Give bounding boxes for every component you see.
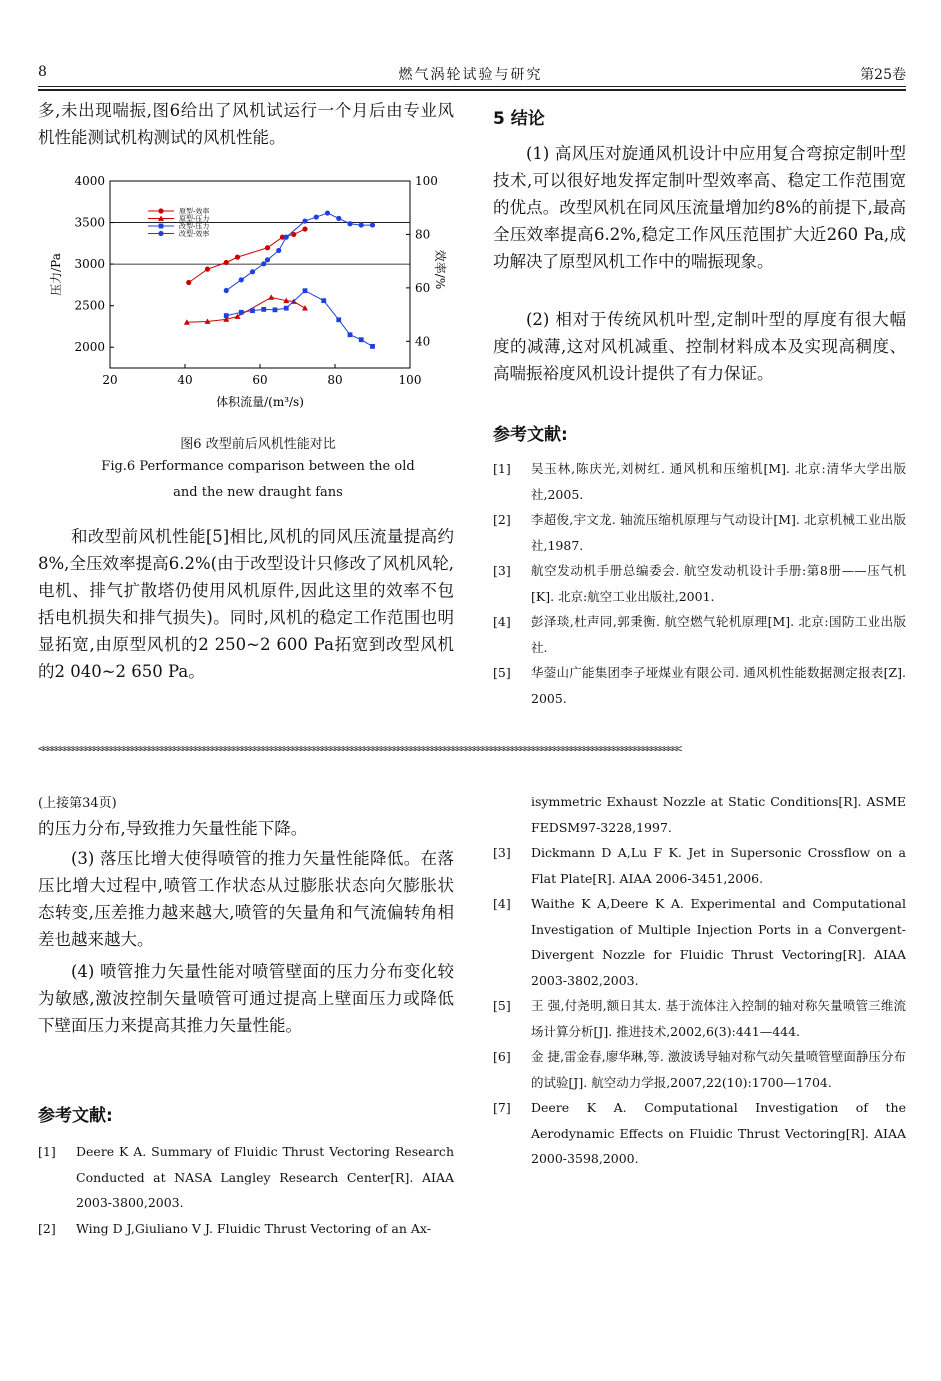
reference-item: [5] 王 强,付尧明,额日其太. 基于流体注入控制的轴对称矢量喷管三维流场计算分析[J]. 推进技术,2002,6(3):441—444.: [493, 998, 906, 1039]
y2-tick-label: 100: [415, 174, 438, 188]
data-point: [370, 222, 375, 227]
data-point: [314, 214, 319, 219]
page-number: 8: [38, 64, 47, 80]
data-point: [158, 231, 163, 236]
y2-axis-label: 效率/%: [433, 249, 447, 290]
plot-frame: [110, 181, 410, 368]
reference-item: [5] 华蓥山广能集团李子垭煤业有限公司. 通风机性能数据测定报表[Z]. 2005.: [493, 665, 906, 706]
data-point: [273, 307, 278, 312]
data-point: [159, 224, 164, 229]
data-point: [302, 218, 307, 223]
section-divider-arrows: <<<<<<<<<<<<<<<<<<<<<<<<<<<<<<<<<<<<<<<<<<<<<<<<<<<<<<<<<<<<<<<<<<<<<<<<<<<<<<<<<<<<<<<<<<<<<<<<<<<<<<<<<<<<<<<<<<<<<<<<<<<<<<<<<<<<<<<<<<<<<<<<<<<<<<<<: [38, 745, 680, 753]
data-point: [303, 288, 308, 293]
data-point: [284, 306, 289, 311]
y-tick-label: 2000: [74, 340, 105, 355]
data-point: [250, 269, 255, 274]
data-point: [265, 245, 270, 250]
data-point: [205, 267, 210, 272]
data-point: [321, 298, 326, 303]
x-axis-label: 体积流量/(m³/s): [216, 395, 304, 409]
y2-tick-label: 60: [415, 280, 431, 295]
header-rule-thick: [38, 89, 906, 91]
reference-item: [2] Wing D J,Giuliano V J. Fluidic Thrust Vectoring of an Ax-: [38, 1220, 431, 1236]
x-tick-label: 100: [398, 373, 422, 387]
reference-item: [3] Dickmann D A,Lu F K. Jet in Supersonic Crossflow on a Flat Plate[R]. AIAA 2006-3451,2006.: [493, 845, 906, 886]
data-point: [325, 210, 330, 215]
data-point: [224, 313, 229, 318]
reference-item: [4] 彭泽琰,杜声同,郭秉衡. 航空燃气轮机原理[M]. 北京:国防工业出版社.: [493, 614, 906, 655]
data-point: [224, 260, 229, 265]
data-point: [276, 248, 281, 253]
data-point: [359, 337, 364, 342]
data-point: [265, 257, 270, 262]
y-axis-label: 压力/Pa: [49, 253, 63, 296]
reference-item: [1] 吴玉林,陈庆光,刘树红. 通风机和压缩机[M]. 北京:清华大学出版社,2005.: [493, 461, 906, 502]
x-tick-label: 80: [327, 373, 343, 387]
data-point: [239, 277, 244, 282]
data-point: [302, 305, 308, 310]
data-point: [239, 310, 244, 315]
conclusion-item-3: (3) 落压比增大使得喷管的推力矢量性能降低。在落压比增大过程中,喷管工作状态从过膨胀状态向欠膨胀状态转变,压差推力越来越大,喷管的矢量角和气流偏转角相差也越来越大。: [38, 849, 454, 949]
legend-label: 改型-压力: [179, 222, 210, 231]
y-tick-label: 4000: [74, 174, 105, 188]
y-tick-label: 3500: [74, 215, 105, 230]
figure-caption-cn: 图6 改型前后风机性能对比: [180, 437, 336, 452]
y-tick-label: 2500: [74, 298, 105, 313]
data-point: [224, 288, 229, 293]
reference-item: [6] 金 捷,雷金春,廖华琳,等. 激波诱导轴对称气动矢量喷管壁面静压分布的试验[J]. 航空动力学报,2007,22(10):1700—1704.: [493, 1049, 906, 1090]
reference-item: [3] 航空发动机手册总编委会. 航空发动机设计手册:第8册——压气机[K]. 北京:航空工业出版社,2001.: [493, 563, 906, 604]
volume-label: 第25卷: [860, 67, 906, 83]
data-point: [302, 226, 307, 231]
data-point: [261, 261, 266, 266]
data-point: [268, 294, 274, 299]
reference-item: [2] 李超俊,宇文龙. 轴流压缩机原理与气动设计[M]. 北京机械工业出版社,1987.: [493, 512, 906, 553]
y2-tick-label: 40: [415, 334, 431, 349]
x-tick-label: 40: [177, 373, 193, 387]
reference-list-bottom-left: [38, 1139, 454, 1241]
data-point: [186, 280, 191, 285]
reference-list-bottom-right: [493, 789, 906, 1172]
data-point: [336, 216, 341, 221]
figure-caption-en-line1: Fig.6 Performance comparison between the old: [101, 459, 415, 474]
reference-item: isymmetric Exhaust Nozzle at Static Conditions[R]. ASME FEDSM97-3228,1997.: [531, 794, 906, 835]
data-point: [261, 307, 266, 312]
continued-note: (上接第34页): [38, 796, 117, 811]
journal-title: 燃气涡轮试验与研究: [398, 67, 543, 83]
series-line: [226, 291, 372, 347]
reference-item: [7] Deere K A. Computational Investigation of the Aerodynamic Effects on Fluidic Thrust Vectoring[R]. AIAA 2000-3598,2000.: [493, 1100, 906, 1166]
data-point: [284, 235, 289, 240]
reference-item: [1] Deere K A. Summary of Fluidic Thrust Vectoring Research Conducted at NASA Langley Research Center[R]. AIAA 2003-3800,2003.: [38, 1144, 454, 1210]
data-point: [235, 255, 240, 260]
section-heading-conclusion: 5 结论: [493, 109, 545, 129]
data-point: [158, 208, 163, 213]
x-tick-label: 20: [102, 373, 118, 387]
legend-label: 原型-效率: [179, 207, 210, 216]
data-point: [359, 222, 364, 227]
header-rule-thin: [38, 86, 906, 87]
figure-caption-en-line2: and the new draught fans: [173, 485, 343, 500]
data-point: [336, 317, 341, 322]
figure-6-chart: [38, 166, 478, 428]
paragraph-continued: 的压力分布,导致推力矢量性能下降。: [38, 819, 308, 838]
paragraph-comparison: 和改型前风机性能[5]相比,风机的同风压流量提高约8%,全压效率提高6.2%(由于改型设计只修改了风机风轮,电机、排气扩散塔仍使用风机原件,因此这里的效率不包括电机损失和排气损失)。同时,风机的稳定工作范围也明显拓宽,由原型风机的2 250~2 600 Pa拓宽到改型风机的2 040~2 650 Pa。: [38, 527, 454, 681]
references-heading-bottom: 参考文献:: [38, 1106, 113, 1126]
conclusion-item-4: (4) 喷管推力矢量性能对喷管壁面的压力分布变化较为敏感,激波控制矢量喷管可通过提高上壁面压力或降低下壁面压力来提高其推力矢量性能。: [38, 962, 454, 1035]
y2-tick-label: 80: [415, 227, 431, 242]
data-point: [348, 332, 353, 337]
y-tick-label: 3000: [74, 257, 105, 272]
reference-item: [4] Waithe K A,Deere K A. Experimental and Computational Investigation of Multiple Injection Ports in a Convergent-Divergent Nozzle for Fluidic Thrust Vectoring[R]. AIAA 2003-3802,2003.: [493, 896, 906, 988]
legend-label: 原型-压力: [179, 215, 210, 223]
x-tick-label: 60: [252, 373, 268, 387]
legend-label: 改型-效率: [179, 230, 210, 238]
paragraph-intro: 多,未出现喘振,图6给出了风机试运行一个月后由专业风机性能测试机构测试的风机性能。: [38, 101, 454, 147]
data-point: [250, 308, 255, 313]
reference-list-top: [493, 456, 906, 711]
conclusion-item-1: (1) 高风压对旋通风机设计中应用复合弯掠定制叶型技术,可以很好地发挥定制叶型效率高、稳定工作范围宽的优点。改型风机在同风压流量增加约8%的前提下,最高全压效率提高6.2%,稳定工作风压范围扩大近260 Pa,成功解决了原型风机工作中的喘振现象。: [493, 144, 906, 271]
references-heading: 参考文献:: [493, 425, 568, 445]
data-point: [347, 221, 352, 226]
data-point: [370, 344, 375, 349]
conclusion-item-2: (2) 相对于传统风机叶型,定制叶型的厚度有很大幅度的减薄,这对风机减重、控制材料成本及实现高稠度、高喘振裕度风机设计提供了有力保证。: [493, 310, 906, 383]
